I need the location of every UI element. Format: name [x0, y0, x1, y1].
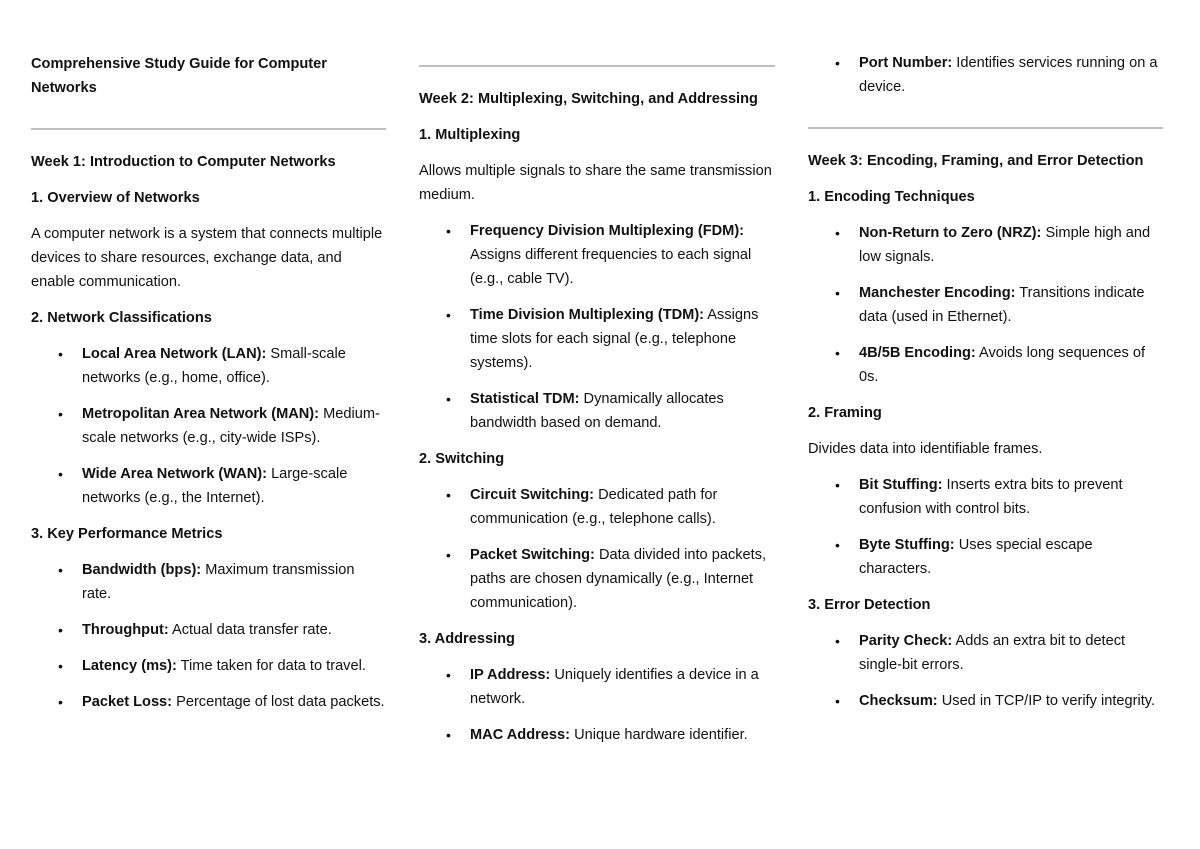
week2-section3-list — [419, 663, 775, 747]
item-desc: Identifies services running on a device. — [859, 55, 1158, 95]
column-3 — [808, 0, 1163, 713]
item-term: Port Number: — [859, 55, 953, 71]
item-desc: Actual data transfer rate. — [168, 622, 332, 638]
item-desc: Simple high and low signals. — [859, 225, 1151, 265]
bullet-icon: • — [835, 633, 840, 649]
item-desc: Transitions indicate data (used in Ethernet). — [859, 285, 1145, 325]
item-term: Local Area Network (LAN): — [82, 346, 267, 362]
list-item — [31, 654, 386, 678]
item-desc: Small-scale networks (e.g., home, office). — [82, 346, 346, 386]
list-item — [808, 281, 1163, 329]
item-desc: Uses special escape characters. — [859, 537, 1093, 577]
item-term: Circuit Switching: — [470, 487, 595, 503]
list-item — [808, 341, 1163, 389]
week3-section2-list — [808, 473, 1163, 581]
item-desc: Adds an extra bit to detect single-bit errors. — [859, 633, 1126, 673]
item-desc: Assigns time slots for each signal (e.g., telephone systems). — [470, 307, 759, 371]
list-item — [31, 558, 386, 606]
week1-section2-title: 2. Network Classifications — [31, 310, 212, 326]
item-desc: Uniquely identifies a device in a network. — [470, 667, 759, 707]
week2-section1-list — [419, 219, 775, 435]
bullet-icon: • — [835, 345, 840, 361]
bullet-icon: • — [58, 406, 63, 422]
item-term: Time Division Multiplexing (TDM): — [470, 307, 705, 323]
list-item — [419, 303, 775, 375]
bullet-icon: • — [835, 225, 840, 241]
item-desc: Maximum transmission rate. — [82, 562, 355, 602]
item-term: Packet Loss: — [82, 694, 173, 710]
bullet-icon: • — [446, 307, 451, 323]
bullet-icon: • — [446, 727, 451, 743]
week2-heading: Week 2: Multiplexing, Switching, and Addressing — [419, 91, 758, 107]
item-term: Manchester Encoding: — [859, 285, 1016, 301]
item-term: Parity Check: — [859, 633, 953, 649]
bullet-icon: • — [446, 223, 451, 239]
list-item — [419, 483, 775, 531]
item-term: Non-Return to Zero (NRZ): — [859, 225, 1042, 241]
document-title: Comprehensive Study Guide for Computer Networks — [31, 56, 327, 96]
list-item — [808, 473, 1163, 521]
list-item — [419, 543, 775, 615]
item-term: Latency (ms): — [82, 658, 177, 674]
item-term: Bit Stuffing: — [859, 477, 943, 493]
bullet-icon: • — [58, 346, 63, 362]
item-desc: Percentage of lost data packets. — [172, 694, 385, 710]
item-term: Throughput: — [82, 622, 169, 638]
list-item — [808, 629, 1163, 677]
bullet-icon: • — [835, 477, 840, 493]
week1-section1-text: A computer network is a system that connects multiple devices to share resources, exchange data, and enable communication. — [31, 226, 383, 290]
item-desc: Avoids long sequences of 0s. — [859, 345, 1146, 385]
item-desc: Used in TCP/IP to verify integrity. — [937, 693, 1156, 709]
item-term: Checksum: — [859, 693, 938, 709]
list-item — [419, 387, 775, 435]
item-desc: Large-scale networks (e.g., the Internet). — [82, 466, 348, 506]
week1-section2-list — [31, 342, 386, 510]
item-term: IP Address: — [470, 667, 551, 683]
week1-heading: Week 1: Introduction to Computer Networks — [31, 154, 336, 170]
item-term: Statistical TDM: — [470, 391, 580, 407]
week1-section1-title: 1. Overview of Networks — [31, 190, 200, 206]
horizontal-rule — [31, 128, 386, 130]
week3-section1-list — [808, 221, 1163, 389]
item-term: 4B/5B Encoding: — [859, 345, 976, 361]
week2-section3-title: 3. Addressing — [419, 631, 515, 647]
list-item — [808, 51, 1163, 99]
list-item — [808, 533, 1163, 581]
item-term: Packet Switching: — [470, 547, 595, 563]
item-desc: Dedicated path for communication (e.g., telephone calls). — [470, 487, 718, 527]
column-1 — [31, 0, 386, 714]
list-item — [31, 690, 386, 714]
week3-section3-list — [808, 629, 1163, 713]
bullet-icon: • — [58, 658, 63, 674]
list-item — [31, 462, 386, 510]
list-item — [808, 689, 1163, 713]
week3-section1-title: 1. Encoding Techniques — [808, 189, 975, 205]
bullet-icon: • — [446, 391, 451, 407]
bullet-icon: • — [835, 55, 840, 71]
week2-section2-list — [419, 483, 775, 615]
item-term: Bandwidth (bps): — [82, 562, 202, 578]
list-item — [808, 221, 1163, 269]
week3-section2-title: 2. Framing — [808, 405, 882, 421]
column-2 — [419, 0, 775, 747]
item-term: Metropolitan Area Network (MAN): — [82, 406, 320, 422]
week3-section2-text: Divides data into identifiable frames. — [808, 441, 1043, 457]
horizontal-rule — [419, 65, 775, 67]
list-item — [419, 663, 775, 711]
bullet-icon: • — [446, 547, 451, 563]
week2-section1-text: Allows multiple signals to share the same transmission medium. — [419, 163, 772, 203]
week1-section3-list — [31, 558, 386, 714]
week3-heading: Week 3: Encoding, Framing, and Error Detection — [808, 153, 1144, 169]
item-term: Wide Area Network (WAN): — [82, 466, 268, 482]
horizontal-rule — [808, 127, 1163, 129]
list-item — [419, 723, 775, 747]
week2-section2-title: 2. Switching — [419, 451, 505, 467]
list-item — [31, 402, 386, 450]
item-term: MAC Address: — [470, 727, 571, 743]
week1-section3-title: 3. Key Performance Metrics — [31, 526, 223, 542]
bullet-icon: • — [446, 487, 451, 503]
list-item — [31, 342, 386, 390]
bullet-icon: • — [835, 285, 840, 301]
bullet-icon: • — [835, 693, 840, 709]
item-desc: Data divided into packets, paths are chosen dynamically (e.g., Internet communication). — [470, 547, 767, 611]
list-item — [31, 618, 386, 642]
item-desc: Medium-scale networks (e.g., city-wide ISPs). — [82, 406, 380, 446]
bullet-icon: • — [58, 622, 63, 638]
item-desc: Inserts extra bits to prevent confusion with control bits. — [859, 477, 1123, 517]
item-desc: Dynamically allocates bandwidth based on demand. — [470, 391, 724, 431]
bullet-icon: • — [58, 466, 63, 482]
list-item — [419, 219, 775, 291]
bullet-icon: • — [58, 562, 63, 578]
bullet-icon: • — [58, 694, 63, 710]
bullet-icon: • — [835, 537, 840, 553]
item-term: Byte Stuffing: — [859, 537, 955, 553]
item-term: Frequency Division Multiplexing (FDM): — [470, 223, 745, 239]
bullet-icon: • — [446, 667, 451, 683]
item-desc: Unique hardware identifier. — [570, 727, 748, 743]
week2-section3-list-continued — [808, 51, 1163, 99]
week3-section3-title: 3. Error Detection — [808, 597, 931, 613]
week2-section1-title: 1. Multiplexing — [419, 127, 521, 143]
item-desc: Assigns different frequencies to each signal (e.g., cable TV). — [470, 247, 752, 287]
item-desc: Time taken for data to travel. — [176, 658, 366, 674]
